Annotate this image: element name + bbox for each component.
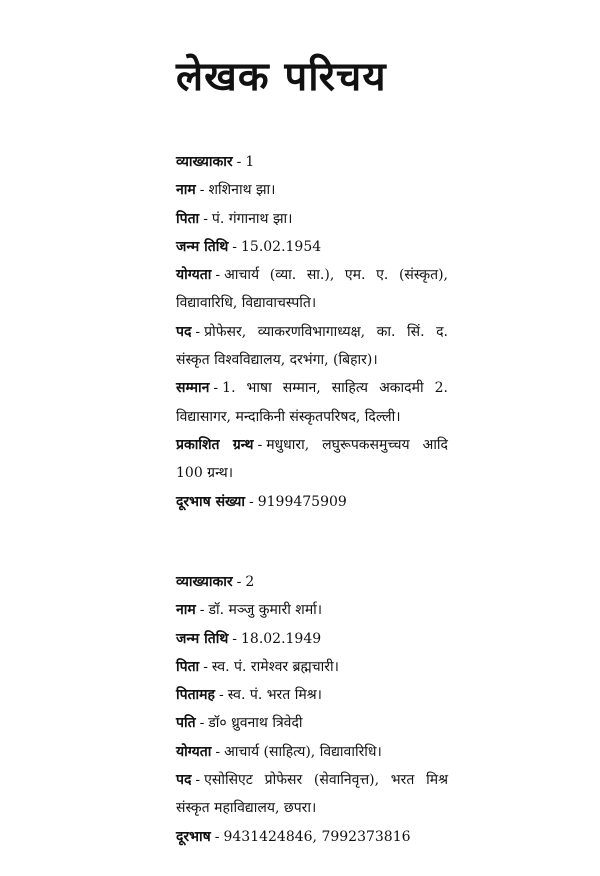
label: प्रकाशित ग्रन्थ	[176, 436, 254, 453]
value: स्व. पं. भरत मिश्र।	[227, 687, 322, 704]
author-2-husband: पति - डॉ० ध्रुवनाथ त्रिवेदी	[176, 715, 303, 732]
value: एसोसिएट प्रोफेसर (सेवानिवृत्त), भरत मिश्र संस्कृत महाविद्यालय, छपरा।	[176, 772, 448, 817]
value: प्रोफेसर, व्याकरणविभागाध्यक्ष, का. सिं. द. संस्कृत विश्वविद्यालय, दरभंगा, (बिहार)।	[176, 323, 448, 369]
author-2-heading: व्याख्याकार - 2	[176, 574, 255, 590]
author-1-heading: व्याख्याकार - 1	[176, 154, 255, 170]
label: पिता	[176, 658, 200, 675]
label: नाम	[176, 602, 196, 619]
author-1-section	[176, 148, 448, 516]
value: शशिनाथ झा।	[208, 182, 276, 199]
label: योग्यता	[176, 267, 212, 284]
label: व्याख्याकार	[176, 574, 233, 590]
author-2-grandfather: पितामह - स्व. पं. भरत मिश्र।	[176, 687, 322, 704]
value: 2	[245, 574, 255, 590]
author-1-father: पिता - पं. गंगानाथ झा।	[176, 210, 293, 227]
label: जन्म तिथि	[176, 630, 229, 647]
value: 9431424846, 7992373816	[223, 828, 411, 845]
author-2-name: नाम - डॉ. मञ्जु कुमारी शर्मा।	[176, 602, 323, 619]
label: पति	[176, 715, 196, 732]
value: 1. भाषा सम्मान, साहित्य अकादमी 2. विद्यासागर, मन्दाकिनी संस्कृतपरिषद, दिल्ली।	[176, 380, 448, 425]
page-title: लेखक परिचय	[176, 54, 387, 100]
value: 15.02.1954	[241, 238, 322, 255]
value: 18.02.1949	[241, 630, 322, 647]
author-2-father: पिता - स्व. पं. रामेश्वर ब्रह्मचारी।	[176, 658, 339, 675]
value: मधुधारा, लघुरूपकसमुच्चय आदि 100 ग्रन्थ।	[176, 436, 448, 482]
value: पं. गंगानाथ झा।	[211, 210, 293, 227]
value: डॉ० ध्रुवनाथ त्रिवेदी	[208, 715, 303, 732]
value: आचार्य (व्या. सा.), एम. ए. (संस्कृत), विद्यावारिधि, विद्यावाचस्पति।	[176, 267, 448, 312]
author-1-awards: सम्मान - 1. भाषा सम्मान, साहित्य अकादमी 2. विद्यासागर, मन्दाकिनी संस्कृतपरिषद, दिल्ली।	[176, 380, 448, 425]
label: पितामह	[176, 687, 215, 704]
label: व्याख्याकार	[176, 154, 233, 170]
value: आचार्य (साहित्य), विद्यावारिधि।	[224, 743, 382, 760]
author-1-publications: प्रकाशित ग्रन्थ - मधुधारा, लघुरूपकसमुच्चय आदि 100 ग्रन्थ।	[176, 436, 448, 482]
author-2-phone: दूरभाष - 9431424846, 7992373816	[176, 828, 411, 845]
label: दूरभाष संख्या	[176, 493, 245, 510]
author-1-phone: दूरभाष संख्या - 9199475909	[176, 493, 347, 510]
author-2-post: पद - एसोसिएट प्रोफेसर (सेवानिवृत्त), भरत मिश्र संस्कृत महाविद्यालय, छपरा।	[176, 772, 448, 817]
author-1-qualification: योग्यता - आचार्य (व्या. सा.), एम. ए. (संस्कृत), विद्यावारिधि, विद्यावाचस्पति।	[176, 267, 448, 312]
author-1-post: पद - प्रोफेसर, व्याकरणविभागाध्यक्ष, का. सिं. द. संस्कृत विश्वविद्यालय, दरभंगा, (बिहार)।	[176, 323, 448, 369]
label: दूरभाष	[176, 828, 211, 845]
author-1-dob: जन्म तिथि - 15.02.1954	[176, 238, 322, 255]
label: पिता	[176, 210, 200, 227]
author-2-section	[176, 568, 448, 851]
label: पद	[176, 323, 192, 340]
label: जन्म तिथि	[176, 238, 229, 255]
label: पद	[176, 772, 192, 789]
author-2-qualification: योग्यता - आचार्य (साहित्य), विद्यावारिधि।	[176, 743, 382, 760]
author-2-dob: जन्म तिथि - 18.02.1949	[176, 630, 322, 647]
value: 9199475909	[257, 493, 347, 510]
value: 1	[245, 154, 255, 170]
label: योग्यता	[176, 743, 212, 760]
author-1-name: नाम - शशिनाथ झा।	[176, 182, 276, 199]
label: नाम	[176, 182, 196, 199]
label: सम्मान	[176, 380, 210, 397]
value: स्व. पं. रामेश्वर ब्रह्मचारी।	[211, 658, 339, 675]
value: डॉ. मञ्जु कुमारी शर्मा।	[208, 602, 323, 619]
